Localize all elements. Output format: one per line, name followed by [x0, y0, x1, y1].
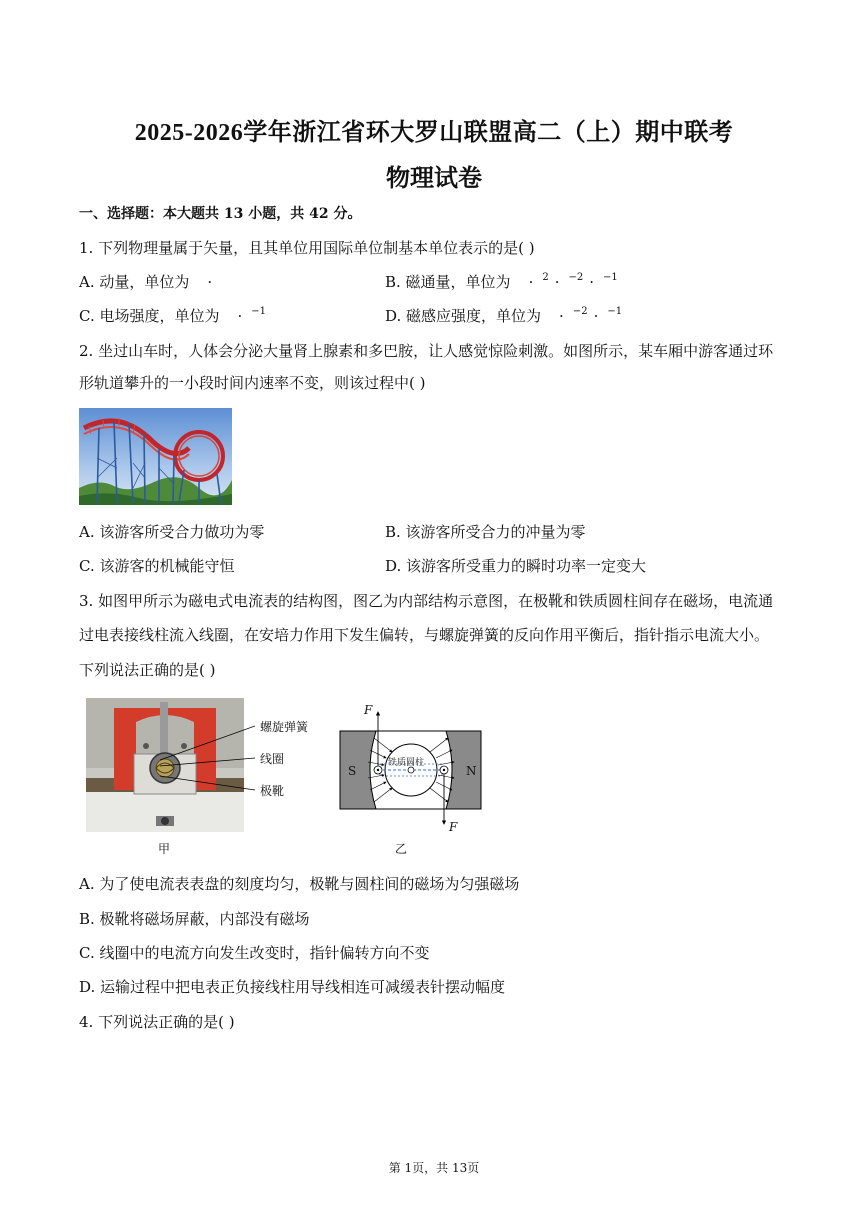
section-heading: 一、选择题：本大题共 13 小题，共 42 分。 — [79, 206, 362, 222]
label-pole-shoe: 极靴 — [260, 784, 285, 798]
q2-stem-line1: 2. 坐过山车时，人体会分泌大量肾上腺素和多巴胺，让人感觉惊险刺激。如图所示，某车厢中游客通过环 — [79, 342, 774, 360]
label-force-bottom: F — [449, 820, 458, 834]
q1-c-u1: · — [237, 307, 243, 325]
q1-b-s1: 2 — [542, 272, 549, 283]
q1-stem: 1. 下列物理量属于矢量，且其单位用国际单位制基本单位表示的是( ) — [79, 239, 535, 257]
q1-option-a — [79, 272, 218, 292]
page-footer: 第 1页，共 13页 — [388, 1161, 480, 1175]
q1-d-u2: · — [593, 307, 599, 325]
q2-option-c: C. 该游客的机械能守恒 — [79, 557, 235, 575]
q1-b-s2: −2 — [568, 272, 584, 283]
q3-stem-line2: 过电表接线柱流入线圈，在安培力作用下发生偏转，与螺旋弹簧的反向作用平衡后，指针指示电流大小。 — [79, 626, 770, 644]
q1-b-s3: −1 — [603, 272, 618, 283]
paper-title: 2025-2026学年浙江省环大罗山联盟高二（上）期中联考 — [134, 120, 734, 146]
ammeter-leader-lines — [160, 720, 260, 800]
label-iron-cylinder: 铁质圆柱 — [388, 758, 425, 768]
q1-c-text: C. 电场强度，单位为 — [79, 307, 220, 325]
q1-d-s1: −2 — [572, 306, 588, 317]
label-coil: 线圈 — [260, 752, 285, 766]
q3-stem-line3: 下列说法正确的是( ) — [79, 661, 216, 679]
q4-stem: 4. 下列说法正确的是( ) — [79, 1013, 235, 1031]
q1-b-u3: · — [589, 273, 595, 291]
q1-d-text: D. 磁感应强度，单位为 — [385, 307, 542, 325]
q1-b-u1: · — [528, 273, 534, 291]
q1-b-u2: · — [554, 273, 560, 291]
label-force-top: F — [364, 703, 373, 717]
q1-option-b — [385, 272, 618, 295]
q1-option-c — [79, 306, 266, 329]
ammeter-schematic — [336, 698, 486, 838]
q2-option-a: A. 该游客所受合力做功为零 — [79, 523, 265, 541]
q1-d-s2: −1 — [607, 306, 623, 317]
caption-yi: 乙 — [395, 842, 408, 856]
q1-b-text: B. 磁通量，单位为 — [385, 273, 511, 291]
label-s-pole: S — [348, 764, 357, 778]
q3-option-d: D. 运输过程中把电表正负接线柱用导线相连可减缓表针摆动幅度 — [79, 978, 506, 996]
label-spring: 螺旋弹簧 — [260, 720, 309, 734]
q2-option-d: D. 该游客所受重力的瞬时功率一定变大 — [385, 557, 647, 575]
q1-d-u1: · — [559, 307, 564, 325]
caption-jia: 甲 — [158, 842, 171, 856]
q2-stem-line2: 形轨道攀升的一小段时间内速率不变，则该过程中( ) — [79, 374, 426, 392]
q3-option-c: C. 线圈中的电流方向发生改变时，指针偏转方向不变 — [79, 944, 430, 962]
q1-option-d — [385, 306, 622, 329]
q3-stem-line1: 3. 如图甲所示为磁电式电流表的结构图，图乙为内部结构示意图，在极靴和铁质圆柱间存在磁场，电流通 — [79, 592, 774, 610]
roller-coaster-photo — [79, 408, 232, 505]
q1-c-s1: −1 — [251, 306, 267, 317]
q3-option-a: A. 为了使电流表表盘的刻度均匀，极靴与圆柱间的磁场为匀强磁场 — [79, 875, 520, 893]
q3-option-b: B. 极靴将磁场屏蔽，内部没有磁场 — [79, 910, 310, 928]
paper-subtitle: 物理试卷 — [386, 166, 482, 192]
label-n-pole: N — [466, 764, 477, 778]
q2-option-b: B. 该游客所受合力的冲量为零 — [385, 523, 586, 541]
q1-a-unit: · — [207, 273, 213, 291]
q1-a-text: A. 动量，单位为 — [79, 273, 190, 291]
